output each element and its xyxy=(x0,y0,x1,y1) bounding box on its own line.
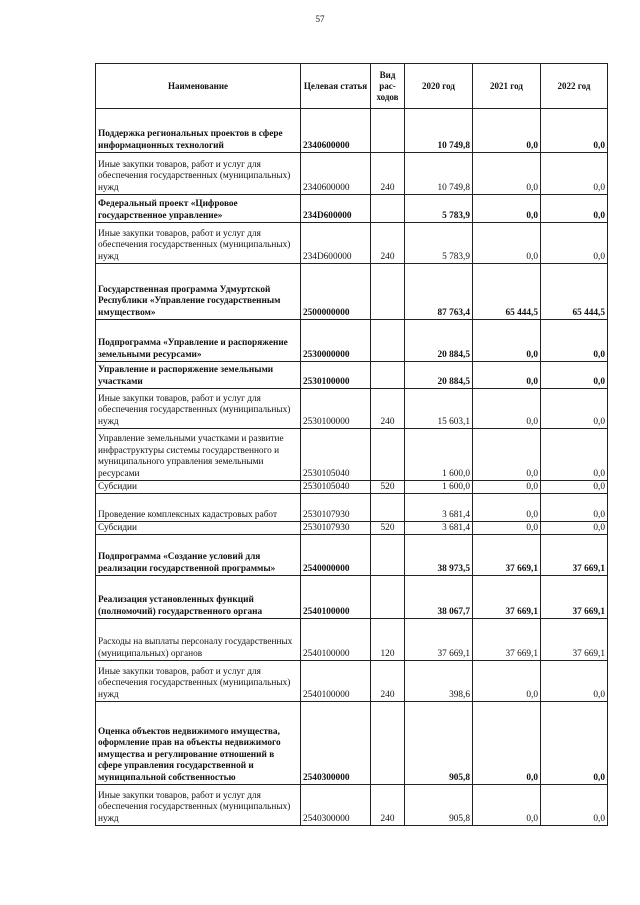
table-body xyxy=(96,109,608,826)
row-expense-type xyxy=(371,576,405,619)
header-2020: 2020 год xyxy=(405,64,473,109)
row-2022: 0,0 xyxy=(541,362,608,389)
row-code: 234D600000 xyxy=(301,195,371,223)
row-code: 2530107930 xyxy=(301,494,371,522)
row-2022: 0,0 xyxy=(541,702,608,785)
row-2021: 37 669,1 xyxy=(473,535,541,576)
row-2020: 1 600,0 xyxy=(405,429,473,481)
row-2020: 905,8 xyxy=(405,785,473,826)
row-2020: 15 603,1 xyxy=(405,389,473,429)
table-row xyxy=(96,619,608,661)
row-expense-type: 240 xyxy=(371,389,405,429)
row-2022: 37 669,1 xyxy=(541,619,608,661)
row-2022: 0,0 xyxy=(541,320,608,362)
row-code: 2530107930 xyxy=(301,522,371,535)
row-expense-type xyxy=(371,362,405,389)
table-row xyxy=(96,481,608,494)
row-2022: 0,0 xyxy=(541,661,608,702)
row-2021: 0,0 xyxy=(473,702,541,785)
row-code: 2540000000 xyxy=(301,535,371,576)
table-row xyxy=(96,264,608,320)
row-2020: 10 749,8 xyxy=(405,109,473,153)
row-name: Государственная программа Удмуртской Республики «Управление государственным имуществом» xyxy=(96,264,301,320)
row-2020: 37 669,1 xyxy=(405,619,473,661)
row-name: Федеральный проект «Цифровое государственное управление» xyxy=(96,195,301,223)
row-expense-type xyxy=(371,195,405,223)
row-code: 234D600000 xyxy=(301,223,371,264)
row-2020: 1 600,0 xyxy=(405,481,473,494)
row-2021: 0,0 xyxy=(473,389,541,429)
row-2021: 0,0 xyxy=(473,481,541,494)
row-2022: 37 669,1 xyxy=(541,576,608,619)
table-row xyxy=(96,320,608,362)
row-2022: 0,0 xyxy=(541,389,608,429)
row-2021: 0,0 xyxy=(473,109,541,153)
row-2022: 0,0 xyxy=(541,153,608,195)
row-expense-type xyxy=(371,429,405,481)
table-row xyxy=(96,362,608,389)
row-2022: 0,0 xyxy=(541,195,608,223)
row-2021: 0,0 xyxy=(473,522,541,535)
header-2022: 2022 год xyxy=(541,64,608,109)
row-code: 2530105040 xyxy=(301,429,371,481)
row-2020: 5 783,9 xyxy=(405,223,473,264)
row-2020: 38 973,5 xyxy=(405,535,473,576)
row-2021: 0,0 xyxy=(473,223,541,264)
row-2022: 0,0 xyxy=(541,223,608,264)
row-name: Расходы на выплаты персоналу государственных (муниципальных) органов xyxy=(96,619,301,661)
row-name: Иные закупки товаров, работ и услуг для обеспечения государственных (муниципальных) нужд xyxy=(96,153,301,195)
row-name: Поддержка региональных проектов в сфере информационных технологий xyxy=(96,109,301,153)
row-expense-type: 240 xyxy=(371,223,405,264)
row-2021: 65 444,5 xyxy=(473,264,541,320)
table-row xyxy=(96,153,608,195)
row-expense-type: 520 xyxy=(371,522,405,535)
row-2020: 38 067,7 xyxy=(405,576,473,619)
row-2021: 0,0 xyxy=(473,153,541,195)
row-expense-type xyxy=(371,264,405,320)
row-2020: 87 763,4 xyxy=(405,264,473,320)
row-code: 2540300000 xyxy=(301,702,371,785)
row-code: 2530100000 xyxy=(301,362,371,389)
row-name: Подпрограмма «Создание условий для реализации государственной программы» xyxy=(96,535,301,576)
row-2022: 0,0 xyxy=(541,481,608,494)
row-2020: 5 783,9 xyxy=(405,195,473,223)
row-name: Управление земельными участками и развитие инфраструктуры системы государственного и муниципального управления земельными ресурсами xyxy=(96,429,301,481)
row-code: 2540100000 xyxy=(301,661,371,702)
header-expense-type: Вид рас-ходов xyxy=(371,64,405,109)
row-expense-type xyxy=(371,320,405,362)
row-2020: 3 681,4 xyxy=(405,494,473,522)
table-row xyxy=(96,195,608,223)
row-name: Субсидии xyxy=(96,522,301,535)
row-2020: 10 749,8 xyxy=(405,153,473,195)
table-header-row xyxy=(96,64,608,109)
row-name: Иные закупки товаров, работ и услуг для обеспечения государственных (муниципальных) нужд xyxy=(96,223,301,264)
row-expense-type: 240 xyxy=(371,153,405,195)
row-2022: 0,0 xyxy=(541,522,608,535)
row-name: Реализация установленных функций (полномочий) государственного органа xyxy=(96,576,301,619)
row-expense-type: 120 xyxy=(371,619,405,661)
row-code: 2500000000 xyxy=(301,264,371,320)
table-row xyxy=(96,661,608,702)
row-code: 2540300000 xyxy=(301,785,371,826)
row-2022: 0,0 xyxy=(541,429,608,481)
row-code: 2540100000 xyxy=(301,576,371,619)
row-2022: 37 669,1 xyxy=(541,535,608,576)
table-row xyxy=(96,522,608,535)
table-row xyxy=(96,429,608,481)
row-expense-type xyxy=(371,109,405,153)
table-row xyxy=(96,702,608,785)
row-2021: 0,0 xyxy=(473,195,541,223)
row-2021: 0,0 xyxy=(473,661,541,702)
header-2021: 2021 год xyxy=(473,64,541,109)
row-expense-type xyxy=(371,535,405,576)
row-code: 2340600000 xyxy=(301,109,371,153)
row-code: 2340600000 xyxy=(301,153,371,195)
row-2022: 0,0 xyxy=(541,494,608,522)
row-code: 2540100000 xyxy=(301,619,371,661)
row-2021: 37 669,1 xyxy=(473,576,541,619)
row-2021: 0,0 xyxy=(473,785,541,826)
table-row xyxy=(96,535,608,576)
budget-table xyxy=(95,63,608,826)
row-2022: 0,0 xyxy=(541,109,608,153)
row-2021: 0,0 xyxy=(473,429,541,481)
table-row xyxy=(96,785,608,826)
row-expense-type: 520 xyxy=(371,481,405,494)
row-name: Оценка объектов недвижимого имущества, оформление прав на объекты недвижимого имущества и регулирование отношений в сфере управления государственной и муниципальной собственностью xyxy=(96,702,301,785)
row-2022: 65 444,5 xyxy=(541,264,608,320)
row-name: Субсидии xyxy=(96,481,301,494)
header-target-article: Целевая статья xyxy=(301,64,371,109)
row-2021: 0,0 xyxy=(473,320,541,362)
row-2020: 398,6 xyxy=(405,661,473,702)
table-row xyxy=(96,223,608,264)
header-name: Наименование xyxy=(96,64,301,109)
row-2021: 0,0 xyxy=(473,494,541,522)
table-row xyxy=(96,576,608,619)
row-name: Управление и распоряжение земельными участками xyxy=(96,362,301,389)
row-expense-type: 240 xyxy=(371,785,405,826)
row-name: Подпрограмма «Управление и распоряжение земельными ресурсами» xyxy=(96,320,301,362)
row-2020: 3 681,4 xyxy=(405,522,473,535)
row-expense-type: 240 xyxy=(371,661,405,702)
row-code: 2530105040 xyxy=(301,481,371,494)
page-number: 57 xyxy=(315,14,325,24)
row-code: 2530000000 xyxy=(301,320,371,362)
row-name: Проведение комплексных кадастровых работ xyxy=(96,494,301,522)
row-name: Иные закупки товаров, работ и услуг для обеспечения государственных (муниципальных) нужд xyxy=(96,389,301,429)
row-2020: 20 884,5 xyxy=(405,320,473,362)
row-2021: 37 669,1 xyxy=(473,619,541,661)
row-code: 2530100000 xyxy=(301,389,371,429)
row-2021: 0,0 xyxy=(473,362,541,389)
table-row xyxy=(96,389,608,429)
table-row xyxy=(96,494,608,522)
row-name: Иные закупки товаров, работ и услуг для обеспечения государственных (муниципальных) нужд xyxy=(96,785,301,826)
row-name: Иные закупки товаров, работ и услуг для обеспечения государственных (муниципальных) нужд xyxy=(96,661,301,702)
row-expense-type xyxy=(371,702,405,785)
row-expense-type xyxy=(371,494,405,522)
row-2020: 905,8 xyxy=(405,702,473,785)
table-row xyxy=(96,109,608,153)
row-2020: 20 884,5 xyxy=(405,362,473,389)
row-2022: 0,0 xyxy=(541,785,608,826)
